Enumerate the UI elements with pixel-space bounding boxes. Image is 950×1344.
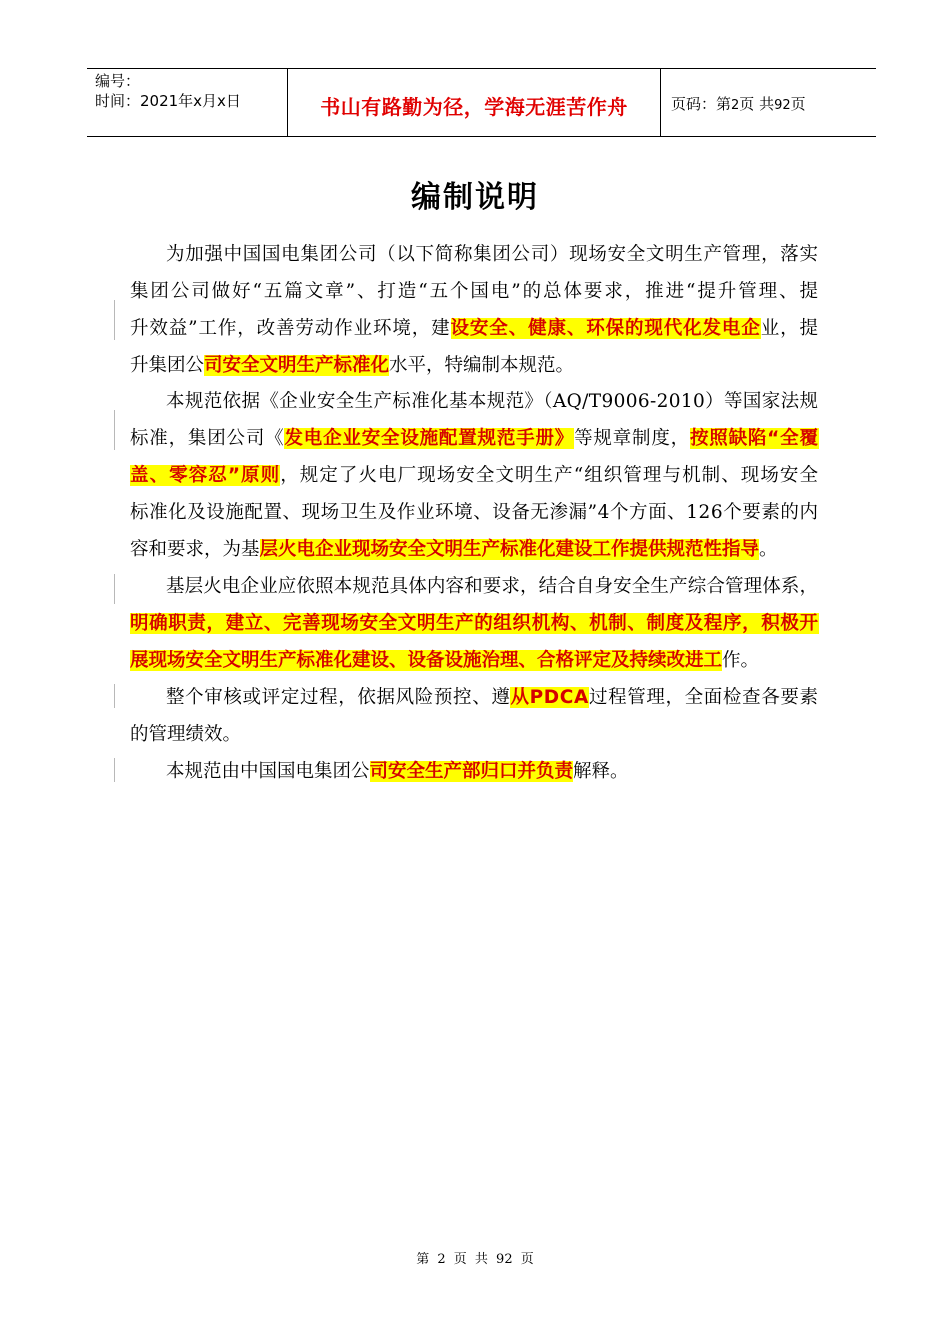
page-footer: 第 2 页 共 92 页	[416, 1252, 534, 1267]
paragraph-line	[166, 387, 818, 417]
page-mid: 页 共	[739, 95, 775, 113]
page-prefix: 页码：第	[671, 95, 732, 113]
revision-marker	[114, 684, 115, 708]
text-run: 过程管理，全面检查各要素	[588, 687, 819, 708]
header-page-cell	[661, 69, 876, 136]
text-run: 业，提	[760, 318, 819, 339]
highlighted-text: 设安全、健康、环保的现代化发电企	[450, 318, 761, 339]
highlighted-text: 明确职责，建立、完善现场安全文明生产的组织机构、机制、制度及程序，积极开	[130, 613, 819, 634]
highlighted-text: 从PDCA	[510, 687, 589, 708]
text-run: 整个审核或评定过程，依据风险预控、遵	[166, 687, 511, 708]
page-suffix: 页	[790, 95, 806, 113]
paragraph-line	[166, 240, 819, 270]
text-run: 。	[759, 539, 778, 560]
paragraph-line	[166, 757, 629, 787]
highlighted-text: 司安全文明生产标准化	[204, 355, 390, 376]
paragraph-line	[130, 461, 819, 491]
document-time-label: 时间：2021年x月x日	[95, 92, 241, 110]
paragraph-line	[130, 314, 819, 344]
page-header	[87, 68, 876, 137]
page-current: 2	[731, 98, 740, 113]
paragraph-line	[130, 720, 241, 750]
paragraph-line	[130, 535, 778, 565]
document-title: 编制说明	[411, 180, 539, 215]
paragraph-line	[166, 572, 818, 602]
text-run: 水平，特编制本规范。	[389, 355, 575, 376]
text-run: 集团公司做好“五篇文章”、打造“五个国电”的总体要求，推进“提升管理、提	[130, 281, 820, 302]
header-slogan-cell	[288, 69, 661, 136]
paragraph-line	[130, 277, 820, 307]
text-run: 等规章制度，	[574, 428, 690, 449]
highlighted-text: 司安全生产部归口并负责	[369, 761, 574, 782]
highlighted-text: 发电企业安全设施配置规范手册》	[284, 428, 575, 449]
revision-marker	[114, 574, 115, 604]
header-page-number	[671, 93, 806, 114]
text-run: 容和要求，为基	[130, 539, 260, 560]
paragraph-line	[130, 646, 759, 676]
text-run: 本规范由中国国电集团公	[166, 761, 370, 782]
page-total: 92	[774, 98, 791, 113]
text-run: 的管理绩效。	[130, 724, 242, 745]
document-number-label: 编号：	[95, 72, 141, 90]
highlighted-text: 层火电企业现场安全文明生产标准化建设工作提供规范性指导	[259, 539, 760, 560]
text-run: 为加强中国国电集团公司（以下简称集团公司）现场安全文明生产管理，落实	[166, 244, 819, 265]
paragraph-line	[166, 683, 819, 713]
header-info-cell	[87, 69, 288, 136]
text-run: 作。	[722, 650, 760, 671]
revision-marker	[114, 300, 115, 340]
paragraph-line	[130, 609, 819, 639]
paragraph-line	[130, 498, 819, 528]
revision-marker	[114, 410, 115, 450]
text-run: 解释。	[573, 761, 629, 782]
paragraph-line	[130, 424, 819, 454]
header-slogan: 书山有路勤为径，学海无涯苦作舟	[320, 95, 628, 119]
text-run: 标准，集团公司《	[130, 428, 285, 449]
highlighted-text: 盖、零容忍”原则	[130, 465, 281, 486]
text-run: 升效益”工作，改善劳动作业环境，建	[130, 318, 451, 339]
text-run: 基层火电企业应依照本规范具体内容和要求，结合自身安全生产综合管理体系，	[166, 576, 819, 597]
revision-marker	[114, 758, 115, 782]
paragraph-line	[130, 351, 574, 381]
text-run: ，规定了火电厂现场安全文明生产“组织管理与机制、现场安全	[280, 465, 820, 486]
text-run: 标准化及设施配置、现场卫生及作业环境、设备无渗漏”4个方面、126个要素的内	[130, 502, 819, 523]
text-run: 升集团公	[130, 355, 205, 376]
highlighted-text: 展现场安全文明生产标准化建设、设备设施治理、合格评定及持续改进工	[130, 650, 723, 671]
highlighted-text: 按照缺陷“全覆	[689, 428, 819, 449]
text-run: 本规范依据《企业安全生产标准化基本规范》（AQ/T9006-2010）等国家法规	[166, 391, 819, 412]
